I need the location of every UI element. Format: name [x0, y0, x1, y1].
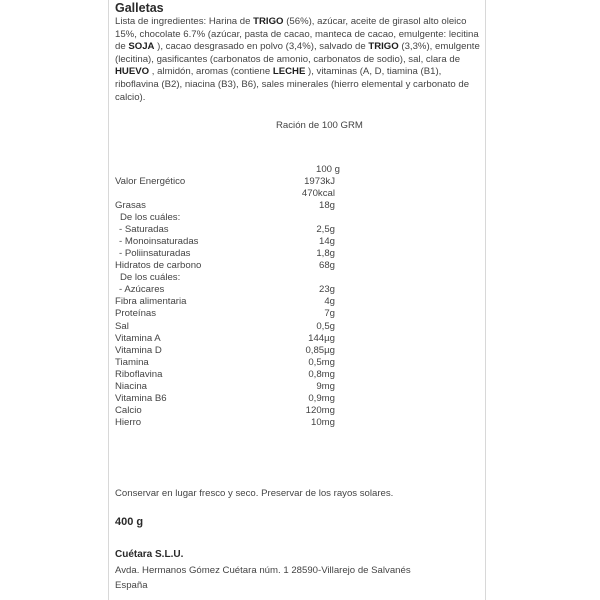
nutrient-row: [115, 284, 335, 296]
nutrient-value: 68g: [318, 260, 335, 272]
nutrient-row: [115, 236, 335, 248]
nutrient-label: Riboflavina: [115, 368, 163, 380]
nutrient-row: [115, 405, 335, 417]
nutrition-column-header: 100 g: [316, 164, 341, 175]
serving-label: Ración de 100 GRM: [276, 120, 363, 131]
nutrient-value: 10mg: [311, 416, 335, 428]
nutrient-row: [115, 248, 335, 260]
nutrient-value: 0,8mg: [308, 368, 335, 380]
nutrient-label: De los cuáles:: [120, 272, 181, 284]
nutrient-label: Niacina: [115, 380, 147, 392]
nutrient-label: Vitamina A: [115, 332, 161, 344]
nutrient-row: [115, 272, 335, 284]
nutrient-row: [115, 260, 335, 272]
nutrient-label: Grasas: [115, 200, 146, 211]
storage-instructions: Conservar en lugar fresco y seco. Preservar de los rayos solares.: [115, 488, 394, 499]
nutrient-row: [115, 296, 335, 308]
nutrient-row: [115, 357, 335, 369]
allergen: LECHE: [272, 66, 306, 78]
nutrient-label: Vitamina D: [115, 344, 162, 356]
nutrient-label: Calcio: [115, 404, 142, 416]
nutrient-value: 9mg: [316, 380, 335, 392]
nutrient-value: 1,8g: [316, 248, 335, 260]
nutrient-row: [115, 333, 335, 345]
energy-kcal: 470kcal: [301, 188, 335, 199]
nutrient-row: [115, 224, 335, 236]
net-weight: 400 g: [115, 516, 144, 528]
nutrient-value: 0,85µg: [305, 344, 335, 356]
ingredient-text: (3,3%), emulgente (lecitina), gasificantes (carbonatos de amonio, carbonatos de sodio), sal, clara de: [115, 41, 480, 65]
allergen: TRIGO: [253, 16, 284, 27]
nutrient-row: [115, 321, 335, 333]
company-name: Cuétara S.L.U.: [115, 549, 184, 560]
ingredient-text: Lista de ingredientes: Harina de: [115, 16, 254, 27]
nutrient-value: 14g: [318, 236, 335, 248]
nutrient-row: [115, 381, 335, 393]
nutrient-row: [115, 345, 335, 357]
nutrient-value: 2,5g: [316, 224, 335, 236]
ingredient-text: , almidón, aromas (contiene: [149, 66, 273, 78]
nutrient-row: [115, 308, 335, 320]
nutrient-label: - Monoinsaturadas: [119, 236, 199, 248]
nutrient-row: [115, 417, 335, 429]
nutrient-value: 23g: [318, 284, 335, 296]
company-address: Avda. Hermanos Gómez Cuétara núm. 1 28590-Villarejo de Salvanés: [115, 565, 411, 576]
nutrient-value: 18g: [318, 200, 335, 211]
allergen: HUEVO: [115, 66, 150, 78]
nutrient-value: 120mg: [305, 404, 335, 416]
nutrient-label: Proteínas: [115, 308, 157, 320]
nutrient-value: 0,5g: [316, 320, 335, 332]
nutrient-label: - Azúcares: [119, 284, 165, 296]
energy-label: Valor Energético: [115, 176, 186, 187]
nutrient-value: 0,9mg: [308, 392, 335, 404]
nutrient-label: Hidratos de carbono: [115, 260, 202, 272]
nutrient-label: Sal: [115, 320, 129, 332]
energy-kcal-row: [115, 188, 335, 200]
nutrient-label: - Poliinsaturadas: [119, 248, 191, 260]
nutrient-row: [115, 393, 335, 405]
allergen: TRIGO: [368, 41, 399, 53]
nutrient-row: [115, 212, 335, 224]
nutrient-row: [115, 369, 335, 381]
ingredient-text: (56%), azúcar, aceite de girasol alto oleico 15%, chocolate 6.7% (azúcar, pasta de cacao, manteca de cacao, emulgente: lecitina de: [115, 16, 479, 53]
nutrient-label: Tiamina: [115, 356, 149, 368]
energy-row: [115, 176, 335, 188]
nutrient-row: [115, 200, 335, 212]
nutrient-value: 144µg: [308, 332, 335, 344]
allergen: SOJA: [128, 41, 155, 53]
energy-kj: 1973kJ: [304, 176, 335, 187]
ingredients-list: [115, 16, 481, 104]
ingredient-text: ), cacao desgrasado en polvo (3,4%), salvado de: [154, 41, 369, 53]
nutrient-label: Fibra alimentaria: [115, 296, 187, 308]
ingredient-text: ), vitaminas (A, D, tiamina (B1), riboflavina (B2), niacina (B3), B6), sales minerales (hierro elemental y carbonato de calcio).: [115, 66, 470, 103]
nutrient-value: 7g: [324, 308, 335, 320]
nutrient-label: - Saturadas: [119, 224, 169, 236]
nutrient-label: Hierro: [115, 416, 142, 428]
nutrient-value: 4g: [324, 296, 335, 308]
nutrient-label: Vitamina B6: [115, 392, 167, 404]
product-title: Galletas: [115, 1, 164, 15]
nutrient-label: De los cuáles:: [120, 212, 181, 224]
company-country: España: [115, 580, 148, 591]
nutrient-value: 0,5mg: [308, 356, 335, 368]
